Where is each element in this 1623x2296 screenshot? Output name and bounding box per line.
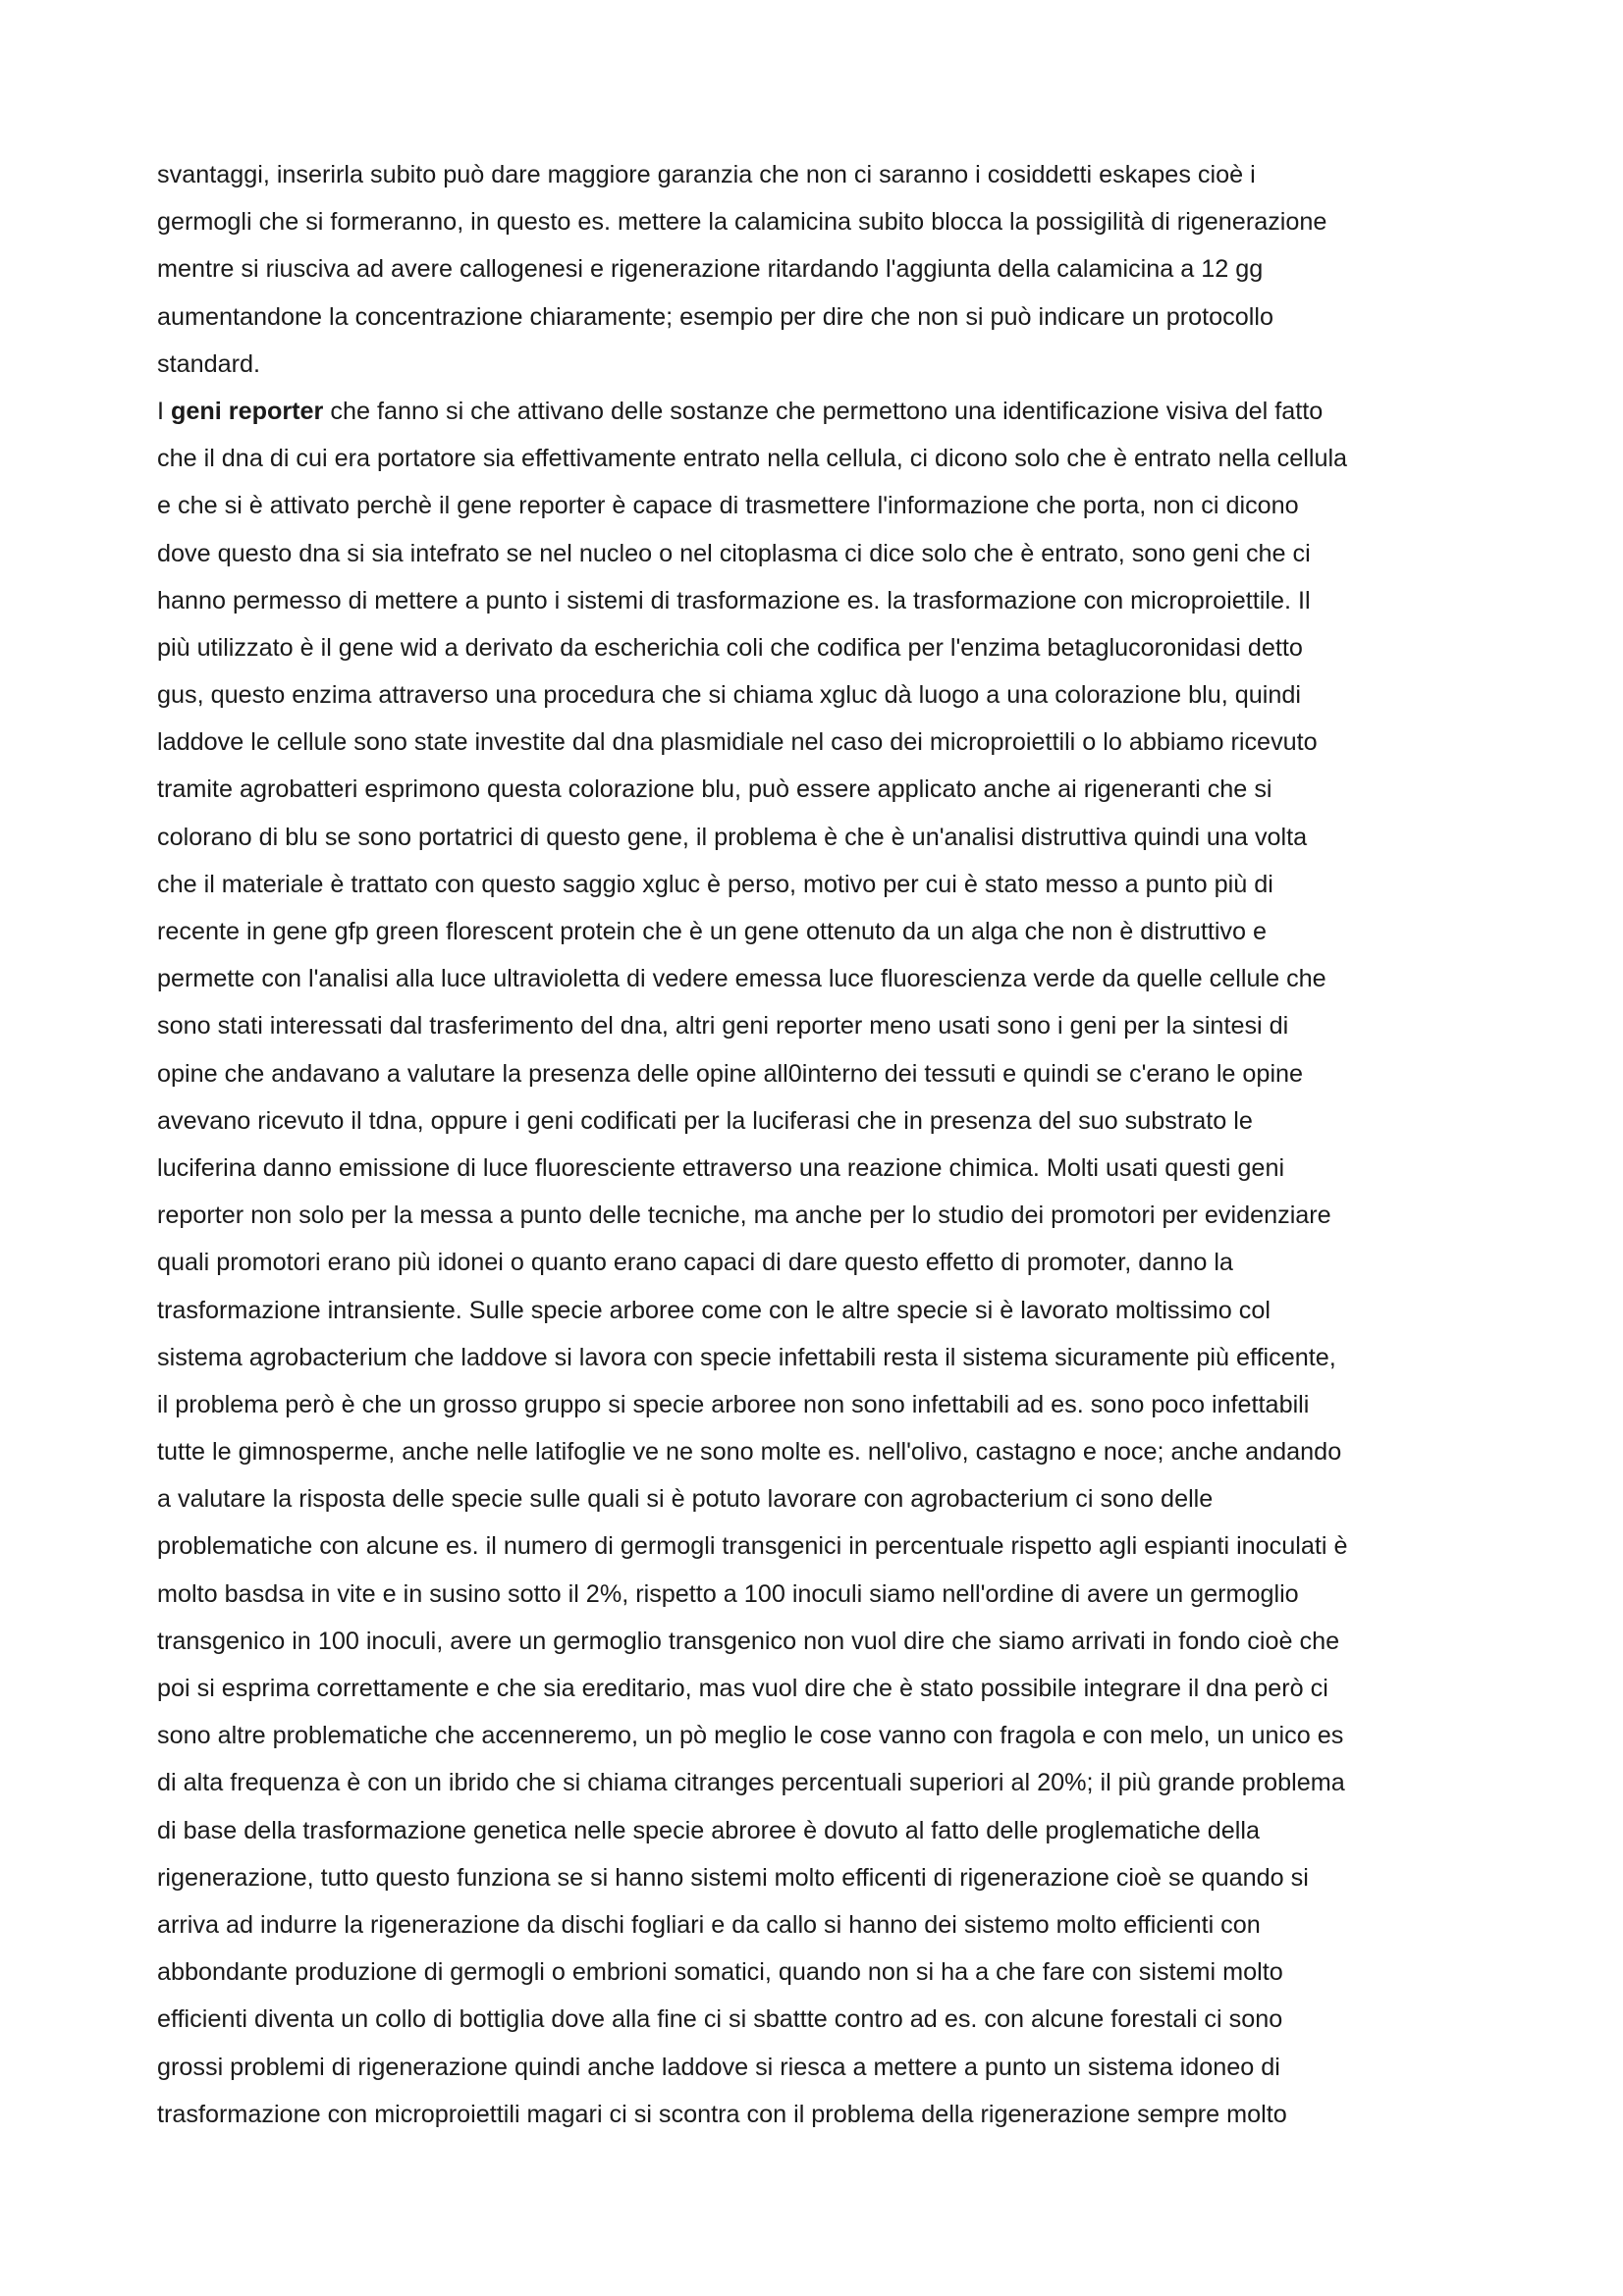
text-line: aumentandone la concentrazione chiaramente; esempio per dire che non si può indicare un protocollo: [157, 302, 1273, 331]
text-line: poi si esprima correttamente e che sia ereditario, mas vuol dire che è stato possibile integrare il dna però ci: [157, 1675, 1328, 1702]
text-line: dove questo dna si sia intefrato se nel nucleo o nel citoplasma ci dice solo che è entrato, sono geni che ci: [157, 539, 1311, 567]
text-line: luciferina danno emissione di luce fluoresciente ettraverso una reazione chimica. Molti usati questi geni: [157, 1153, 1285, 1182]
text-line: problematiche con alcune es. il numero di germogli transgenici in percentuale rispetto agli espianti inoculati è: [157, 1532, 1348, 1561]
text-line: permette con l'analisi alla luce ultravioletta di vedere emessa luce fluorescienza verde da quelle cellule che: [157, 965, 1326, 993]
text-line: germogli che si formeranno, in questo es. mettere la calamicina subito blocca la possigilità di rigenerazione: [157, 208, 1327, 237]
text-line: opine che andavano a valutare la presenza delle opine all0interno dei tessuti e quindi se c'erano le opine: [157, 1059, 1304, 1088]
text-line: laddove le cellule sono state investite dal dna plasmidiale nel caso dei microproiettili o lo abbiamo ricevuto: [157, 728, 1318, 757]
text-line: abbondante produzione di germogli o embrioni somatici, quando non si ha a che fare con sistemi molto: [157, 1958, 1283, 1987]
text-line-reporter: [157, 388, 1473, 435]
text-line: grossi problemi di rigenerazione quindi anche laddove si riesca a mettere a punto un sistema idoneo di: [157, 2053, 1280, 2081]
text-line: avevano ricevuto il tdna, oppure i geni codificati per la luciferasi che in presenza del suo substrato le: [157, 1106, 1253, 1135]
text-line: arriva ad indurre la rigenerazione da dischi fogliari e da callo si hanno dei sistemo molto efficienti con: [157, 1910, 1261, 1939]
text-line: di base della trasformazione genetica nelle specie abroree è dovuto al fatto delle proglematiche della: [157, 1816, 1260, 1844]
text-line: tutte le gimnosperme, anche nelle latifoglie ve ne sono molte es. nell'olivo, castagno e noce; anche andando: [157, 1438, 1342, 1467]
text-line: tramite agrobatteri esprimono questa colorazione blu, può essere applicato anche ai rigeneranti che si: [157, 775, 1272, 804]
text-line: colorano di blu se sono portatrici di questo gene, il problema è che è un'analisi distruttiva quindi una volta: [157, 823, 1308, 851]
text-line: che il dna di cui era portatore sia effettivamente entrato nella cellula, ci dicono solo che è entrato nella cellula: [157, 445, 1348, 473]
reporter-heading: geni reporter: [171, 397, 324, 425]
text-line: gus, questo enzima attraverso una procedura che si chiama xgluc dà luogo a una colorazione blu, quindi: [157, 681, 1301, 710]
text-line: molto basdsa in vite e in susino sotto il 2%, rispetto a 100 inoculi siamo nell'ordine di avere un germoglio: [157, 1579, 1299, 1608]
text-line: svantaggi, inserirla subito può dare maggiore garanzia che non ci saranno i cosiddetti eskapes cioè i: [157, 161, 1256, 188]
text-line: trasformazione con microproiettili magari ci si scontra con il problema della rigenerazione sempre molto: [157, 2100, 1287, 2128]
reporter-rest: che fanno si che attivano delle sostanze che permettono una identificazione visiva del fatto: [323, 397, 1324, 425]
text-line: sistema agrobacterium che laddove si lavora con specie infettabili resta il sistema sicuramente più efficente,: [157, 1343, 1336, 1371]
text-line: transgenico in 100 inoculi, avere un germoglio transgenico non vuol dire che siamo arrivati in fondo cioè che: [157, 1627, 1340, 1655]
text-line: mentre si riusciva ad avere callogenesi e rigenerazione ritardando l'aggiunta della calamicina a 12 gg: [157, 255, 1264, 284]
text-line: rigenerazione, tutto questo funziona se si hanno sistemi molto efficenti di rigenerazione cioè se quando si: [157, 1863, 1309, 1892]
text-line: standard.: [157, 349, 261, 378]
text-line: reporter non solo per la messa a punto delle tecniche, ma anche per lo studio dei promotori per evidenziare: [157, 1201, 1331, 1230]
text-line: trasformazione intransiente. Sulle specie arboree come con le altre specie si è lavorato moltissimo col: [157, 1296, 1271, 1324]
text-line: e che si è attivato perchè il gene reporter è capace di trasmettere l'informazione che porta, non ci dicono: [157, 492, 1299, 520]
text-line: sono altre problematiche che accenneremo, un pò meglio le cose vanno con fragola e con melo, un unico es: [157, 1722, 1344, 1750]
text-line: quali promotori erano più idonei o quanto erano capaci di dare questo effetto di promoter, danno la: [157, 1249, 1233, 1277]
text-line: hanno permesso di mettere a punto i sistemi di trasformazione es. la trasformazione con microproiettile. Il: [157, 586, 1311, 614]
body-text: [157, 151, 1473, 2138]
text-line: di alta frequenza è con un ibrido che si chiama citranges percentuali superiori al 20%; il più grande problema: [157, 1769, 1345, 1797]
text-line: efficienti diventa un collo di bottiglia dove alla fine ci si sbattte contro ad es. con alcune forestali ci sono: [157, 2005, 1283, 2034]
text-line: che il materiale è trattato con questo saggio xgluc è perso, motivo per cui è stato messo a punto più di: [157, 870, 1273, 898]
text-line: il problema però è che un grosso gruppo si specie arboree non sono infettabili ad es. sono poco infettabili: [157, 1390, 1310, 1418]
text-line: sono stati interessati dal trasferimento del dna, altri geni reporter meno usati sono i geni per la sintesi di: [157, 1012, 1289, 1041]
reporter-prefix: I: [157, 397, 171, 425]
text-line: recente in gene gfp green florescent protein che è un gene ottenuto da un alga che non è distruttivo e: [157, 918, 1268, 945]
text-line: a valutare la risposta delle specie sulle quali si è potuto lavorare con agrobacterium ci sono delle: [157, 1485, 1214, 1514]
text-line: più utilizzato è il gene wid a derivato da escherichia coli che codifica per l'enzima betaglucoronidasi detto: [157, 633, 1303, 662]
